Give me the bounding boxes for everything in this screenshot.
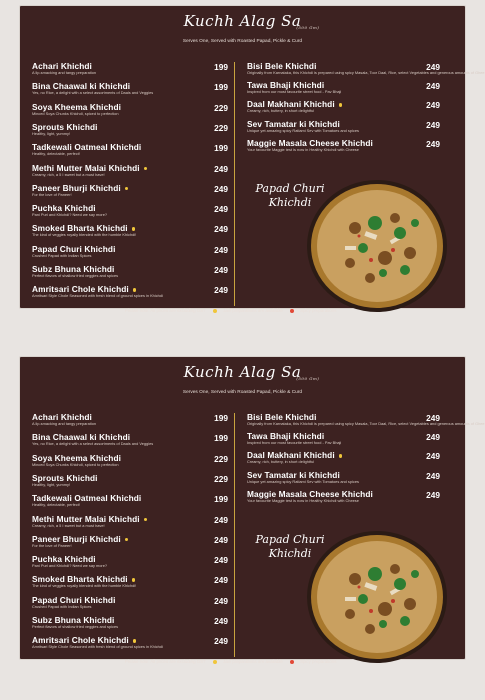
menu-item (32, 103, 228, 117)
menu-item-description: Inspired from our most favourite street food - Pav Bhaji (247, 440, 342, 446)
gst-note: Please note: All prices are excluding GST (125, 308, 206, 313)
menu-item-description: Crushed Papad with Indian Spices (32, 603, 92, 609)
menu-item (32, 575, 228, 589)
menu-item-description: Crushed Papad with Indian Spices (32, 252, 92, 258)
menu-item-name-text: Methi Mutter Malai Khichdi (32, 513, 140, 524)
menu-item-name-text: Sev Tamatar ki Khichdi (247, 469, 340, 480)
menu-item-description: The kind of veggies royally blended with the humble Khichdi! (32, 232, 137, 238)
menu-item-description: For the love of Paneer! (32, 191, 72, 197)
menu-item-price: 249 (214, 595, 228, 606)
menu-item-name-text: Papad Churi Khichdi (32, 594, 116, 605)
menu-item-description: Minced Soya Chunks Khichdi, spiced to perfection (32, 461, 119, 467)
menu-item (32, 535, 228, 549)
menu-item-name-text: Paneer Bhurji Khichdi (32, 533, 121, 544)
menu-item-name-text: Daal Makhani Khichdi (247, 99, 335, 110)
menu-panel-1 (20, 6, 485, 313)
menu-item-name-text: Smoked Bharta Khichdi (32, 223, 128, 234)
menu-item-price: 249 (214, 285, 228, 296)
menu-item-name-text: Amritsari Chole Khichdi (32, 635, 129, 646)
portion-size: (500 Gm) (296, 25, 320, 30)
menu-item (32, 143, 228, 157)
menu-item (32, 555, 228, 569)
menu-subtitle: Serves One, Served with Roasted Papad, Pickle & Curd (182, 39, 303, 44)
menu-item-description: The kind of veggies royally blended with the humble Khichdi! (32, 583, 137, 589)
menu-item (32, 184, 228, 198)
menu-item-description: Your favourite Maggie test is now in Healthy Khichdi with Cheese (247, 146, 359, 152)
menu-item-description: Originally from Karnataka, this Khichdi is prepared using spicy Masala, Toor Daal, Rice, select Vegetables and generous amounts of Ghee (247, 70, 485, 75)
menu-header (20, 363, 465, 395)
menu-item-name-text: Bisi Bele Khichdi (247, 61, 317, 71)
menu-title (183, 12, 320, 30)
spicy-legend-icon (290, 660, 294, 664)
menu-item-description: Healthy, delectable, perfect! (32, 502, 80, 508)
menu-item (32, 474, 228, 488)
menu-item-name-text: Tadkewali Oatmeal Khichdi (32, 142, 142, 153)
featured-dish-label: Papad Churi Khichdi (255, 533, 325, 560)
menu-item (247, 81, 440, 95)
jain-legend-text: Jain preparations are available (223, 659, 283, 664)
menu-item (32, 265, 228, 279)
menu-item-price: 249 (214, 244, 228, 255)
menu-item-description: Healthy, light, yummy! (32, 130, 70, 136)
menu-item-description: Yes, no Rice, a delight with a select assortments of Daals and Veggies (32, 441, 154, 447)
menu-item (32, 515, 228, 529)
menu-item (247, 432, 440, 446)
jain-icon (144, 167, 148, 171)
menu-item-price: 249 (426, 62, 440, 72)
menu-item-price: 229 (214, 122, 228, 133)
menu-item (32, 636, 228, 650)
jain-icon (133, 639, 137, 643)
menu-item-name-text: Paneer Bhurji Khichdi (32, 182, 121, 193)
spicy-legend-text: Spicy preparations (300, 659, 337, 664)
menu-item-price: 249 (214, 183, 228, 194)
menu-item-description: Healthy, light, yummy! (32, 481, 70, 487)
menu-item-price: 249 (426, 81, 440, 92)
menu-item (32, 616, 228, 630)
jain-icon (125, 187, 129, 191)
menu-item (247, 471, 440, 485)
khichdi-bowl-image (305, 178, 450, 314)
menu-item-price: 249 (426, 100, 440, 111)
menu-item-description: For the love of Paneer! (32, 542, 72, 548)
jain-icon (339, 103, 343, 107)
menu-item-description: Creamy, rich, buttery, in short delightful (247, 459, 315, 465)
menu-item (32, 454, 228, 468)
menu-footer (125, 308, 342, 313)
menu-item-price: 229 (214, 453, 228, 464)
column-divider (234, 62, 235, 306)
jain-legend-icon (213, 309, 217, 313)
spicy-legend-text: Spicy preparations (300, 308, 337, 313)
menu-item-description: A lip-smacking and tangy preparation (32, 70, 97, 75)
menu-panel-2 (20, 357, 485, 664)
menu-item-price: 229 (214, 102, 228, 113)
menu-item (32, 245, 228, 259)
menu-item (32, 494, 228, 508)
menu-item (32, 123, 228, 137)
menu-item-price: 199 (214, 413, 228, 423)
menu-item (32, 62, 228, 76)
portion-size: (500 Gm) (296, 376, 320, 381)
menu-item-name-text: Smoked Bharta Khichdi (32, 574, 128, 585)
menu-item-price: 199 (214, 82, 228, 93)
menu-item-name-text: Subz Bhuna Khichdi (32, 264, 115, 274)
menu-item (247, 451, 440, 465)
menu-item-description: Yes, no Rice, a delight with a select assortments of Daals and Veggies (32, 90, 154, 96)
menu-item (32, 224, 228, 238)
menu-header (20, 12, 465, 44)
column-divider (234, 413, 235, 657)
menu-item-description: A lip-smacking and tangy preparation (32, 421, 97, 426)
menu-item-name-text: Puchka Khichdi (32, 554, 96, 565)
menu-item-description: Creamy, rich, buttery, in short delightful (247, 108, 315, 114)
menu-item-name-text: Sprouts Khichdi (32, 472, 98, 483)
menu-item-name-text: Papad Churi Khichdi (32, 243, 116, 254)
spicy-legend-icon (290, 309, 294, 313)
gst-note: Please note: All prices are excluding GST (125, 659, 206, 664)
menu-item (247, 120, 440, 134)
menu-item-description: Your favourite Maggie test is now in Healthy Khichdi with Cheese (247, 497, 359, 503)
jain-legend-text: Jain preparations are available (223, 308, 283, 313)
menu-title (183, 363, 320, 381)
menu-item-price: 199 (214, 62, 228, 72)
menu-item-description: Creamy, rich, a 5 I sweet but a must have! (32, 522, 105, 528)
menu-item-description: Pani Puri and Khichdi? Need we say more? (32, 212, 108, 218)
menu-item-name-text: Daal Makhani Khichdi (247, 450, 335, 461)
jain-legend-icon (213, 660, 217, 664)
menu-item-name-text: Methi Mutter Malai Khichdi (32, 162, 140, 173)
menu-item-price: 249 (214, 204, 228, 215)
menu-item-price: 249 (426, 470, 440, 481)
menu-item (32, 413, 228, 427)
menu-item-price: 249 (214, 616, 228, 626)
featured-dish-label: Papad Churi Khichdi (255, 182, 325, 209)
menu-item (247, 61, 485, 76)
menu-item-description: Perfect flavors of shallow fried veggies and spices (32, 624, 119, 629)
menu-item-description: Minced Soya Chunks Khichdi, spiced to perfection (32, 110, 119, 116)
menu-item-name-text: Amritsari Chole Khichdi (32, 284, 129, 295)
menu-item-name-text: Subz Bhuna Khichdi (32, 615, 115, 625)
menu-item (32, 82, 228, 96)
jain-icon (132, 578, 136, 582)
menu-item-price: 249 (426, 432, 440, 443)
menu-item-name-text: Tadkewali Oatmeal Khichdi (32, 493, 142, 504)
khichdi-bowl-image (305, 529, 450, 665)
menu-item-name-text: Bina Chaawal ki Khichdi (32, 432, 131, 443)
menu-title-text: Kuchh Alag Sa (183, 363, 302, 381)
menu-item-price: 249 (214, 265, 228, 275)
menu-item (247, 490, 440, 504)
menu-item-price: 199 (214, 143, 228, 154)
menu-item-name-text: Sprouts Khichdi (32, 121, 98, 132)
jain-icon (339, 454, 343, 458)
menu-item-description: Unique yet amazing spicy Ratlami Sev with Tomatoes and spices (247, 478, 359, 484)
menu-item-name-text: Tawa Bhaji Khichdi (247, 431, 325, 442)
menu-subtitle: Serves One, Served with Roasted Papad, Pickle & Curd (182, 390, 303, 395)
jain-icon (132, 227, 136, 231)
menu-item-name-text: Soya Kheema Khichdi (32, 101, 122, 112)
menu-item-description: Amritsari Style Chole Seasoned with fresh blend of ground spices in Khichdi (32, 293, 163, 299)
menu-item-price: 249 (214, 555, 228, 566)
menu-item-name-text: Puchka Khichdi (32, 203, 96, 214)
menu-item-description: Inspired from our most favourite street food - Pav Bhaji (247, 89, 342, 95)
menu-item-price: 249 (426, 413, 440, 423)
menu-item-price: 249 (426, 451, 440, 462)
jain-icon (144, 518, 148, 522)
menu-item-description: Amritsari Style Chole Seasoned with fresh blend of ground spices in Khichdi (32, 644, 163, 650)
menu-item-name-text: Sev Tamatar ki Khichdi (247, 118, 340, 129)
menu-item-description: Unique yet amazing spicy Ratlami Sev with Tomatoes and spices (247, 127, 359, 133)
menu-item-price: 199 (214, 433, 228, 444)
menu-item-name-text: Bina Chaawal ki Khichdi (32, 81, 131, 92)
menu-item-description: Creamy, rich, a 5 I sweet but a must have! (32, 171, 105, 177)
menu-item-price: 199 (214, 494, 228, 505)
menu-item (32, 164, 228, 178)
menu-item-price: 229 (214, 473, 228, 484)
menu-item (32, 433, 228, 447)
menu-item-price: 249 (426, 489, 440, 500)
menu-item (247, 139, 440, 153)
menu-item-name-text: Achari Khichdi (32, 412, 92, 422)
menu-item-name-text: Soya Kheema Khichdi (32, 452, 122, 463)
menu-item-description: Perfect flavors of shallow fried veggies and spices (32, 273, 119, 278)
menu-item-name-text: Maggie Masala Cheese Khichdi (247, 488, 373, 499)
jain-icon (125, 538, 129, 542)
menu-title-text: Kuchh Alag Sa (183, 12, 302, 30)
menu-item-price: 249 (426, 138, 440, 149)
menu-item-price: 249 (214, 163, 228, 174)
menu-item-name-text: Achari Khichdi (32, 61, 92, 71)
menu-item-price: 249 (214, 224, 228, 235)
menu-item-price: 249 (426, 119, 440, 130)
menu-item (32, 596, 228, 610)
menu-item-description: Pani Puri and Khichdi? Need we say more? (32, 563, 108, 569)
menu-item (247, 100, 440, 114)
menu-item-description: Healthy, delectable, perfect! (32, 151, 80, 157)
menu-item-name-text: Tawa Bhaji Khichdi (247, 80, 325, 91)
menu-item-description: Originally from Karnataka, this Khichdi is prepared using spicy Masala, Toor Daal, Rice, select Vegetables and generous amounts of Ghee (247, 421, 485, 426)
menu-item (247, 412, 485, 427)
menu-item-price: 249 (214, 514, 228, 525)
menu-footer (125, 659, 342, 664)
menu-item-price: 249 (214, 575, 228, 586)
menu-item-name-text: Bisi Bele Khichdi (247, 412, 317, 422)
menu-item-price: 249 (214, 636, 228, 647)
jain-icon (133, 288, 137, 292)
menu-item (32, 285, 228, 299)
menu-item (32, 204, 228, 218)
menu-item-name-text: Maggie Masala Cheese Khichdi (247, 137, 373, 148)
menu-item-price: 249 (214, 534, 228, 545)
